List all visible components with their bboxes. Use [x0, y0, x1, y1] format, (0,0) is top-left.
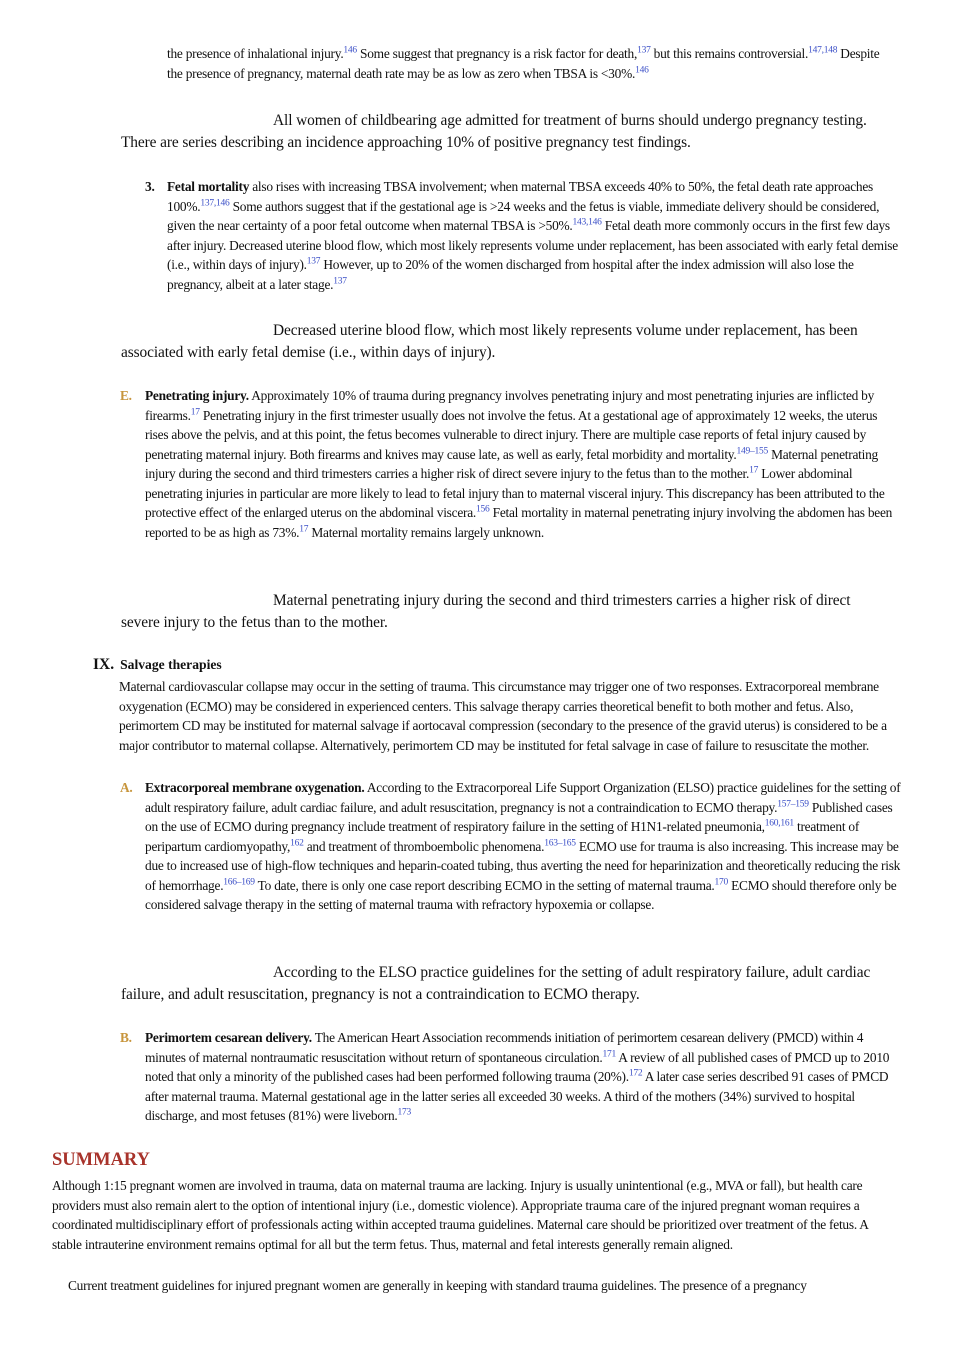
citation-ref[interactable]: 137: [306, 256, 321, 267]
citation-ref[interactable]: 137: [333, 276, 347, 287]
fetal-mortality-item: 3. Fetal mortality also rises with increasing TBSA involvement; when maternal TBSA exceeds 40% to 50%, the fetal death rate approaches 100%.$^{137,146}$ Some authors suggest that if the gestational age is >24 weeks and the fetus is viable, immediate delivery should be considered, given the near certainty of a poor fetal outcome when maternal TBSA is >50%.$^{143,146}$ Fetal death more commonly occurs in the first few days after injury. Decreased uterine blood flow, which most likely represents volume under replacement, has been associated with early fetal demise (i.e., within days of injury).$^{137}$ However, up to 20% of the women discharged from hospital after the index admission will also lose the pregnancy, albeit at a later stage.$^{137}$: [145, 179, 898, 292]
citation-ref[interactable]: 156: [476, 504, 490, 515]
citation-ref[interactable]: 170: [714, 877, 729, 888]
pmcd-section: B. Perimortem cesarean delivery. The American Heart Association recommends initiation of perimortem cesarean delivery (PMCD) within 4 minutes of maternal nontraumatic resuscitation without return of spontaneous circulation.$^{171}$ A review of all published cases of PMCD up to 2010 noted that only a minority of the published cases had been performed following trauma (20%).$^{172}$ A later case series described 91 cases of PMCD after maternal trauma. Maternal gestational age in the latter series all exceeded 30 weeks. A third of the mothers (34%) survived to hospital discharge, and most fetuses (81%) were liveborn.$^{173}$: [120, 1030, 890, 1123]
section-letter: A.: [120, 780, 133, 795]
citation-ref[interactable]: 173: [397, 1107, 412, 1118]
citation-ref[interactable]: 172: [628, 1068, 643, 1079]
burn-paragraph-continued: the presence of inhalational injury.$^{146}$ Some suggest that pregnancy is a risk factor for death,$^{137}$ but this remains controversial.$^{147,148}$ Despite the presence of pregnancy, maternal death rate may be as low as zero when TBSA is <30%.$^{146}$: [167, 45, 880, 81]
citation-ref[interactable]: 162: [290, 838, 304, 849]
citation-ref[interactable]: 160,161: [764, 818, 794, 829]
citation-ref[interactable]: 147,148: [808, 45, 838, 56]
item-heading: Fetal mortality: [167, 179, 250, 194]
section-title: Salvage therapies: [120, 657, 222, 672]
section-heading: Perimortem cesarean delivery.: [145, 1030, 312, 1045]
summary-heading: SUMMARY: [52, 1150, 151, 1170]
citation-ref[interactable]: 146: [343, 45, 357, 56]
section-heading-salvage: [93, 656, 222, 674]
citation-ref[interactable]: 149–155: [736, 446, 768, 457]
section-roman-numeral: IX.: [93, 656, 115, 673]
pull-quote-penetrating-injury: Maternal penetrating injury during the second and third trimesters carries a higher risk of direct severe injury to the fetus than to the mother.: [121, 592, 851, 631]
salvage-therapies-body: Maternal cardiovascular collapse may occur in the setting of trauma. This circumstance may trigger one of two responses. Extracorporeal membrane oxygenation (ECMO) may be considered in experienced centers. This salvage therapy carries theoretical benefit to both mother and fetus. Also, perimortem CD may be instituted for maternal salvage if aortocaval compression (secondary to the presence of the gravid uterus) is considered to be a major contributor to maternal collapse. Alternatively, perimortem CD may be instituted for fetal salvage in case of failure to resuscitate the mother.: [119, 679, 887, 753]
pull-quote-pregnancy-testing: All women of childbearing age admitted for treatment of burns should undergo pregnancy testing. There are series describing an incidence approaching 10% of positive pregnancy test findings.: [121, 112, 867, 151]
citation-ref[interactable]: 137,146: [200, 198, 230, 209]
citation-ref[interactable]: 146: [635, 65, 649, 76]
item-number: 3.: [145, 179, 155, 194]
citation-ref[interactable]: 166–169: [223, 877, 255, 888]
pull-quote-elso: According to the ELSO practice guidelines for the setting of adult respiratory failure, adult cardiac failure, and adult resuscitation, pregnancy is not a contraindication to ECMO therapy.: [121, 964, 871, 1003]
citation-ref[interactable]: 171: [602, 1049, 616, 1060]
citation-ref[interactable]: 137: [637, 45, 651, 56]
citation-ref[interactable]: 17: [749, 465, 759, 476]
citation-ref[interactable]: 143,146: [572, 217, 602, 228]
section-heading: Penetrating injury.: [145, 388, 249, 403]
penetrating-injury-section: E. Penetrating injury. Approximately 10% of trauma during pregnancy involves penetrating injury and most penetrating injuries are inflicted by firearms.$^{17}$ Penetrating injury in the first trimester usually does not involve the fetus. At a gestational age of approximately 12 weeks, the uterus rises above the pelvis, and at this point, the fetus becomes vulnerable to direct injury. There are multiple case reports of fetal injury caused by penetrating maternal injury. Both firearms and knives may cause late, as well as early, fetal morbidity and mortality.$^{149-155}$ Maternal penetrating injury during the second and third trimesters carries a higher risk of direct severe injury to the fetus than to the mother.$^{17}$ Lower abdominal penetrating injuries in particular are more likely to lead to fetal injury than to maternal visceral injury. This discrepancy has been attributed to the protective effect of the enlarged uterus on the abdominal viscera.$^{156}$ Fetal mortality in maternal penetrating injury involving the abdomen has been reported to be as high as 73%.$^{17}$ Maternal mortality remains largely unknown.: [120, 388, 893, 540]
citation-ref[interactable]: 17: [299, 524, 309, 535]
pull-quote-uterine-blood-flow: Decreased uterine blood flow, which most likely represents volume under replacement, has been associated with early fetal demise (i.e., within days of injury).: [121, 322, 858, 361]
summary-paragraph-1: Although 1:15 pregnant women are involved in trauma, data on maternal trauma are lacking. Injury is usually unintentional (e.g., MVA or fall), but health care providers must also remain alert to the option of intentional injury (i.e., domestic violence). Appropriate trauma care of the injured pregnant woman requires a coordinated multidisciplinary effort of professionals acting within accepted trauma guidelines. Maternal care should be prioritized over treatment of the fetus. A stable intrauterine environment remains optimal for all but the term fetus. Thus, maternal and fetal interests generally remain aligned.: [52, 1178, 868, 1252]
section-letter: B.: [120, 1030, 132, 1045]
section-letter: E.: [120, 388, 132, 403]
citation-ref[interactable]: 163–165: [544, 838, 576, 849]
summary-paragraph-2: Current treatment guidelines for injured pregnant women are generally in keeping with standard trauma guidelines. The presence of a pregnancy: [68, 1278, 807, 1293]
citation-ref[interactable]: 17: [190, 407, 200, 418]
citation-ref[interactable]: 157–159: [777, 799, 809, 810]
section-heading: Extracorporeal membrane oxygenation.: [145, 780, 365, 795]
ecmo-section: A. Extracorporeal membrane oxygenation. According to the Extracorporeal Life Support Organization (ELSO) practice guidelines for the setting of adult respiratory failure, adult cardiac failure, and adult resuscitation, pregnancy is not a contraindication to ECMO therapy.$^{157-159}$ Published cases on the use of ECMO during pregnancy include treatment of respiratory failure in the setting of H1N1-related pneumonia,$^{160,161}$ treatment of peripartum cardiomyopathy,$^{162}$ and treatment of thromboembolic phenomena.$^{163-165}$ ECMO use for trauma is also increasing. This increase may be due to increased use of high-flow techniques and heparin-coated tubing, thus averting the need for heparinization and theoretically reducing the risk of hemorrhage.$^{166-169}$ To date, there is only one case report describing ECMO in the setting of maternal trauma.$^{170}$ ECMO should therefore only be considered salvage therapy in the setting of maternal trauma with refractory hypoxemia or collapse.: [120, 780, 901, 912]
